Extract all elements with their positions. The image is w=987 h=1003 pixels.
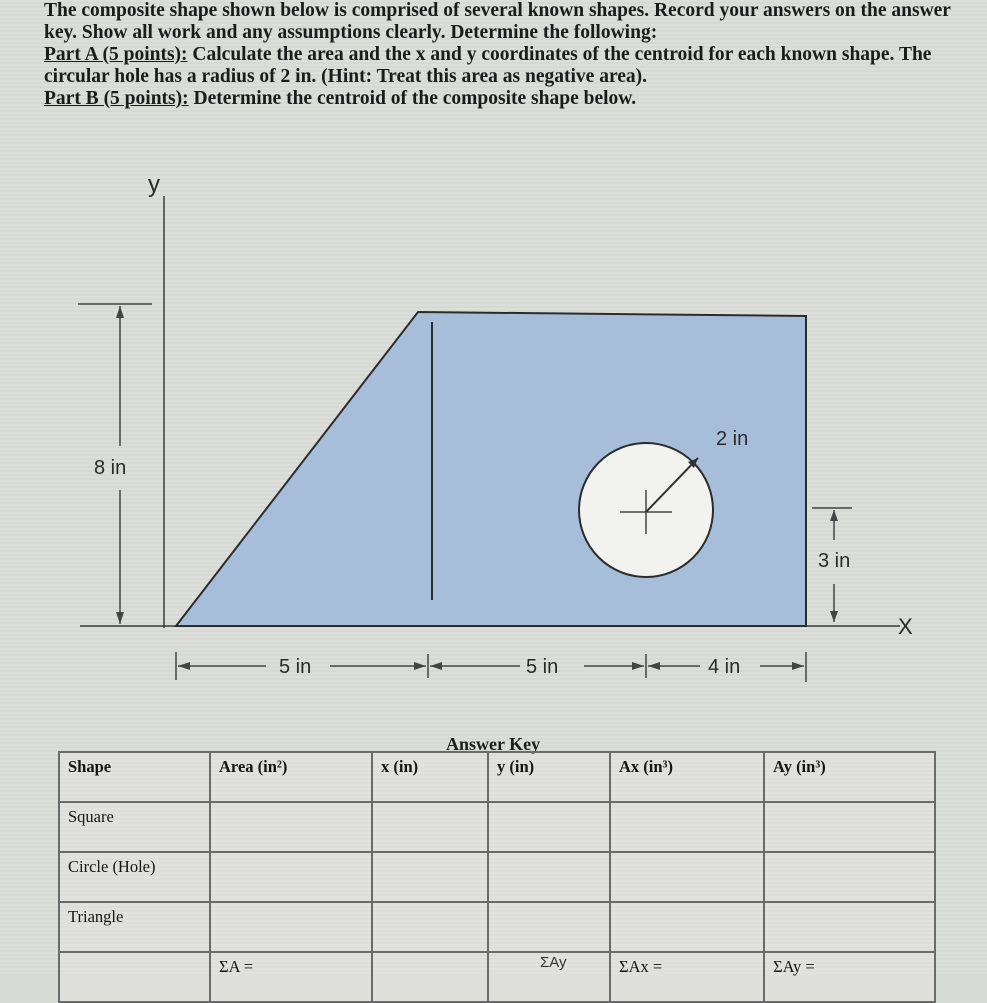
row-square-ax[interactable] bbox=[610, 802, 764, 852]
dim1-label: 5 in bbox=[279, 656, 312, 678]
part-a-text: Calculate the area and the x and y coordinates of the centroid for each known shape. The circular hole has a radius of 2 in. (Hint: Treat this area as negative area). bbox=[44, 44, 932, 87]
row-triangle-ay[interactable] bbox=[764, 902, 935, 952]
part-b bbox=[44, 88, 954, 110]
x-axis-label: X bbox=[898, 614, 913, 639]
header-x: x (in) bbox=[372, 752, 488, 802]
row-triangle-ax[interactable] bbox=[610, 902, 764, 952]
table-header-row bbox=[59, 752, 935, 802]
row-square-ay[interactable] bbox=[764, 802, 935, 852]
row-circle-x[interactable] bbox=[372, 852, 488, 902]
part-a-label: Part A (5 points): bbox=[44, 44, 188, 65]
instructions-paragraph bbox=[44, 0, 954, 44]
dim3-label: 4 in bbox=[708, 656, 741, 678]
row-circle-area[interactable] bbox=[210, 852, 372, 902]
header-ay: Ay (in³) bbox=[764, 752, 935, 802]
row-square-area[interactable] bbox=[210, 802, 372, 852]
totals-ax[interactable]: ΣAx = bbox=[610, 952, 764, 1002]
part-b-label: Part B (5 points): bbox=[44, 88, 189, 109]
totals-ay[interactable]: ΣAy = bbox=[764, 952, 935, 1002]
radius-label: 2 in bbox=[716, 428, 749, 450]
row-circle-ay[interactable] bbox=[764, 852, 935, 902]
row-circle-ax[interactable] bbox=[610, 852, 764, 902]
answer-key-title: Answer Key bbox=[446, 734, 541, 754]
dim2-arrow-right bbox=[632, 662, 644, 670]
answer-key-table bbox=[58, 751, 936, 1003]
dim-3in-arrow-top bbox=[830, 510, 838, 521]
dim2-arrow-left bbox=[430, 662, 442, 670]
intro-text: The composite shape shown below is comprised of several known shapes. Record your answers on the answer key. Show all work and any assumptions clearly. Determine the following: bbox=[44, 0, 951, 43]
circle-height-label: 3 in bbox=[818, 550, 851, 572]
part-b-text: Determine the centroid of the composite shape below. bbox=[188, 88, 637, 109]
dim-3in-arrow-bottom bbox=[830, 611, 838, 622]
table-row bbox=[59, 852, 935, 902]
dim-8in-arrow-top bbox=[116, 306, 124, 318]
header-y: y (in) bbox=[488, 752, 610, 802]
header-shape: Shape bbox=[59, 752, 210, 802]
dim1-arrow-right bbox=[414, 662, 426, 670]
row-triangle-area[interactable] bbox=[210, 902, 372, 952]
totals-area[interactable]: ΣA = bbox=[210, 952, 372, 1002]
height-label: 8 in bbox=[94, 457, 127, 479]
part-a bbox=[44, 44, 954, 88]
table-row bbox=[59, 802, 935, 852]
y-axis-label: y bbox=[148, 171, 160, 198]
bottom-note: ΣAy bbox=[540, 954, 567, 971]
header-ax: Ax (in³) bbox=[610, 752, 764, 802]
header-area: Area (in²) bbox=[210, 752, 372, 802]
row-circle-y[interactable] bbox=[488, 852, 610, 902]
dim1-arrow-left bbox=[178, 662, 190, 670]
dim2-label: 5 in bbox=[526, 656, 559, 678]
composite-shape bbox=[176, 312, 806, 626]
row-square-x[interactable] bbox=[372, 802, 488, 852]
instructions bbox=[44, 0, 954, 110]
totals-shape bbox=[59, 952, 210, 1002]
row-circle-shape: Circle (Hole) bbox=[59, 852, 210, 902]
row-triangle-x[interactable] bbox=[372, 902, 488, 952]
row-square-y[interactable] bbox=[488, 802, 610, 852]
table-row bbox=[59, 902, 935, 952]
row-triangle-shape: Triangle bbox=[59, 902, 210, 952]
dim3-arrow-left bbox=[648, 662, 660, 670]
dim-8in-arrow-bottom bbox=[116, 612, 124, 624]
totals-x bbox=[372, 952, 488, 1002]
table-row-totals bbox=[59, 952, 935, 1002]
dim3-arrow-right bbox=[792, 662, 804, 670]
row-triangle-y[interactable] bbox=[488, 902, 610, 952]
row-square-shape: Square bbox=[59, 802, 210, 852]
